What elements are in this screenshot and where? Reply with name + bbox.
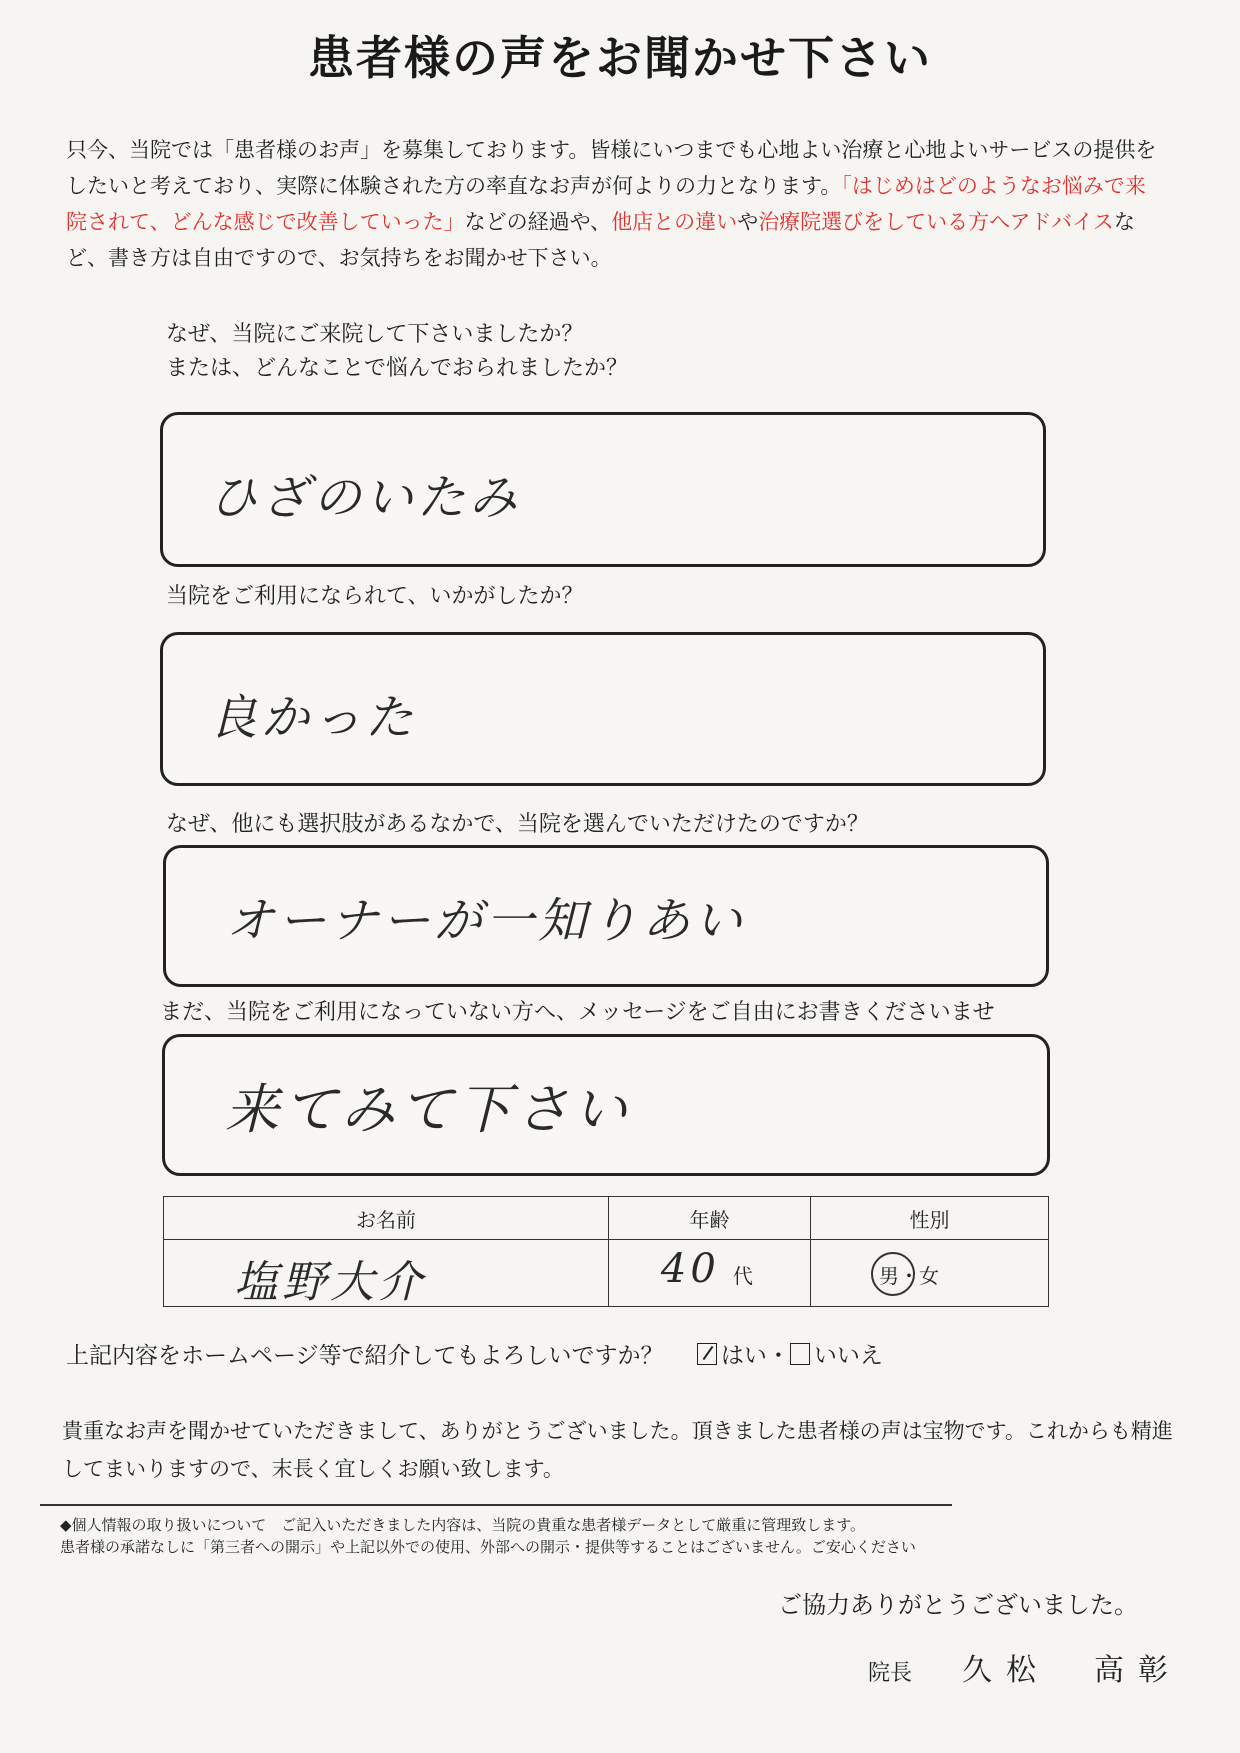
- answer-box-2[interactable]: [160, 632, 1046, 786]
- intro-text: や: [737, 210, 759, 234]
- divider-line: [40, 1504, 952, 1506]
- permission-options: [697, 1343, 883, 1369]
- answer-2-handwriting: 良かった: [209, 690, 418, 746]
- answer-box-3[interactable]: [163, 845, 1049, 987]
- question-1-line-1: なぜ、当院にご来院して下さいましたか？: [166, 322, 584, 347]
- question-4-label: [160, 996, 995, 1030]
- patient-info-table: [163, 1196, 1049, 1307]
- question-2-label: [166, 580, 584, 614]
- gender-options: 男・女: [879, 1264, 940, 1288]
- question-3-label: [166, 808, 869, 842]
- director-name: 久松 高彰: [962, 1653, 1183, 1688]
- gender-header: 性別: [811, 1197, 1049, 1240]
- gender-cell[interactable]: [811, 1240, 1049, 1307]
- answer-4-handwriting: 来てみて下さい: [225, 1078, 631, 1141]
- intro-paragraph: [66, 132, 1166, 276]
- name-handwriting: 塩野大介: [234, 1257, 426, 1308]
- answer-1-handwriting: ひざのいたみ: [209, 470, 522, 526]
- no-label: いいえ: [813, 1343, 883, 1369]
- question-2-line-1: 当院をご利用になられて、いかがしたか？: [166, 584, 584, 609]
- privacy-notice: [60, 1514, 1160, 1558]
- yes-label: はい: [720, 1343, 767, 1369]
- name-header: お名前: [164, 1197, 609, 1240]
- permission-question: 上記内容をホームページ等で紹介してもよろしいですか？: [66, 1343, 664, 1369]
- question-4-line-1: まだ、当院をご利用になっていない方へ、メッセージをご自由にお書きくださいませ: [160, 1000, 995, 1025]
- closing-message: ご協力ありがとうございました。: [778, 1591, 1138, 1619]
- intro-text: などの経過や、: [464, 210, 612, 234]
- age-suffix: 代: [732, 1264, 753, 1288]
- answer-box-1[interactable]: [160, 412, 1046, 567]
- intro-text: など、書き方は自由ですので、お気持ちをお聞かせ下さい。: [66, 210, 1135, 270]
- options-separator: ・: [766, 1343, 790, 1369]
- age-header: 年齢: [608, 1197, 810, 1240]
- age-cell[interactable]: [608, 1240, 810, 1307]
- no-checkbox[interactable]: [790, 1343, 810, 1365]
- privacy-line-1: ◆個人情報の取り扱いについて ご記入いただきました内容は、当院の貴重な患者様データとして厳重に管理致します。: [60, 1516, 866, 1534]
- intro-highlight: 「はじめはどのようなお悩みで来院されて、どんな感じで改善していった」: [66, 174, 1146, 234]
- question-1-label: [166, 318, 628, 386]
- intro-highlight: 他店との違い: [611, 210, 738, 234]
- director-signature: [868, 1645, 1182, 1689]
- intro-highlight: 治療院選びをしている方へアドバイス: [758, 210, 1114, 234]
- answer-3-handwriting: オーナーが一知りあい: [226, 893, 747, 949]
- yes-checkbox[interactable]: [697, 1343, 717, 1365]
- page-title: 患者様の声をお聞かせ下さい: [308, 31, 932, 85]
- age-handwriting: 40: [660, 1246, 720, 1292]
- question-1-line-2: または、どんなことで悩んでおられましたか？: [166, 356, 629, 381]
- name-cell[interactable]: [164, 1240, 609, 1307]
- privacy-line-2: 患者様の承諾なしに「第三者への開示」や上記以外での使用、外部への開示・提供等することはございません。ご安心ください: [60, 1538, 916, 1556]
- intro-text: 只今、当院では「患者様のお声」を募集しております。皆様にいつまでも心地よい治療と心地よいサービスの提供をしたいと考えており、実際に体験された方の率直なお声が何よりの力となります。: [66, 138, 1157, 198]
- thanks-paragraph: 貴重なお声を聞かせていただきまして、ありがとうございました。頂きました患者様の声は宝物です。これからも精進してまいりますので、末長く宜しくお願い致します。: [62, 1419, 1173, 1481]
- director-role: 院長: [868, 1661, 913, 1686]
- homepage-permission: [66, 1337, 883, 1370]
- question-3-line-1: なぜ、他にも選択肢があるなかで、当院を選んでいただけたのですか？: [166, 812, 869, 837]
- answer-box-4[interactable]: [162, 1034, 1050, 1176]
